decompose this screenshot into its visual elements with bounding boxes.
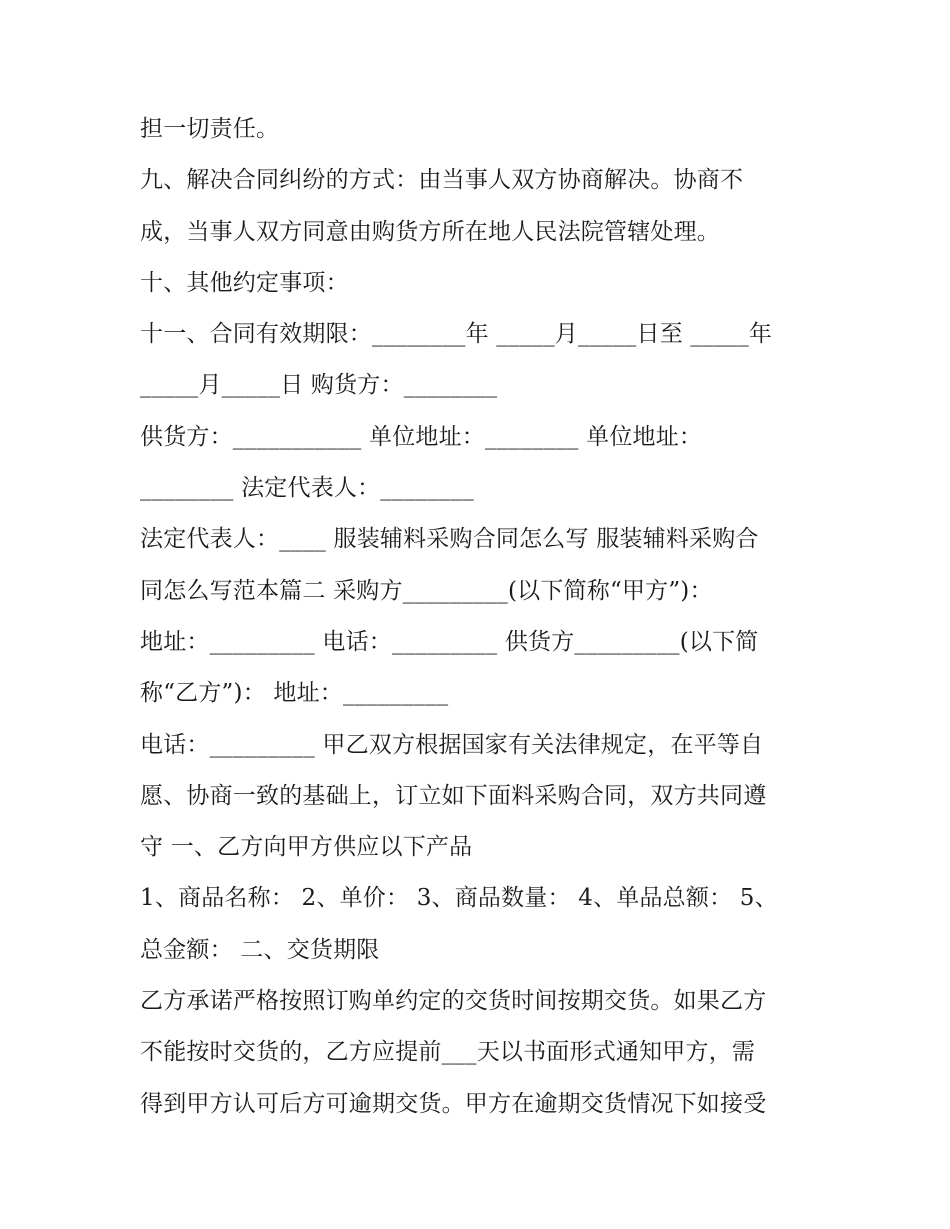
text-line-6: _____月_____日 购货方：________	[140, 372, 498, 399]
text-line-1: 担一切责任。	[140, 116, 280, 142]
text-line-12: 称“乙方”)： 地址：_________	[140, 680, 449, 707]
text-line-13: 电话：_________ 甲乙双方根据国家有关法律规定，在平等自	[140, 731, 764, 758]
text-line-4: 十、其他约定事项：	[140, 269, 349, 296]
text-line-15: 守 一、乙方向甲方供应以下产品	[140, 834, 473, 861]
text-line-20: 得到甲方认可后方可逾期交货。甲方在逾期交货情况下如接受	[140, 1090, 767, 1117]
text-line-10: 同怎么写范本篇二 采购方_________(以下简称“甲方”)：	[140, 577, 713, 604]
text-line-7: 供货方：___________ 单位地址：________ 单位地址：	[140, 423, 703, 450]
text-line-5: 十一、合同有效期限：________年 _____月_____日至 _____年	[140, 321, 773, 348]
text-line-18: 乙方承诺严格按照订购单约定的交货时间按期交货。如果乙方	[140, 988, 767, 1015]
text-line-14: 愿、协商一致的基础上，订立如下面料采购合同，双方共同遵	[140, 782, 767, 809]
text-line-2: 九、解决合同纠纷的方式：由当事人双方协商解决。协商不	[140, 167, 744, 194]
text-line-11: 地址：_________ 电话：_________ 供货方_________(以下简	[140, 628, 759, 655]
text-line-17: 总金额： 二、交货期限	[140, 936, 380, 963]
text-line-9: 法定代表人：____ 服装辅料采购合同怎么写 服装辅料采购合	[140, 526, 759, 553]
text-line-8: ________ 法定代表人：________	[140, 475, 474, 502]
text-line-3: 成，当事人双方同意由购货方所在地人民法院管辖处理。	[140, 218, 720, 245]
text-line-19: 不能按时交货的，乙方应提前___天以书面形式通知甲方，需	[140, 1039, 756, 1066]
text-line-16: 1、商品名称： 2、单价： 3、商品数量： 4、单品总额： 5、	[140, 885, 778, 912]
document-body	[140, 104, 830, 1130]
